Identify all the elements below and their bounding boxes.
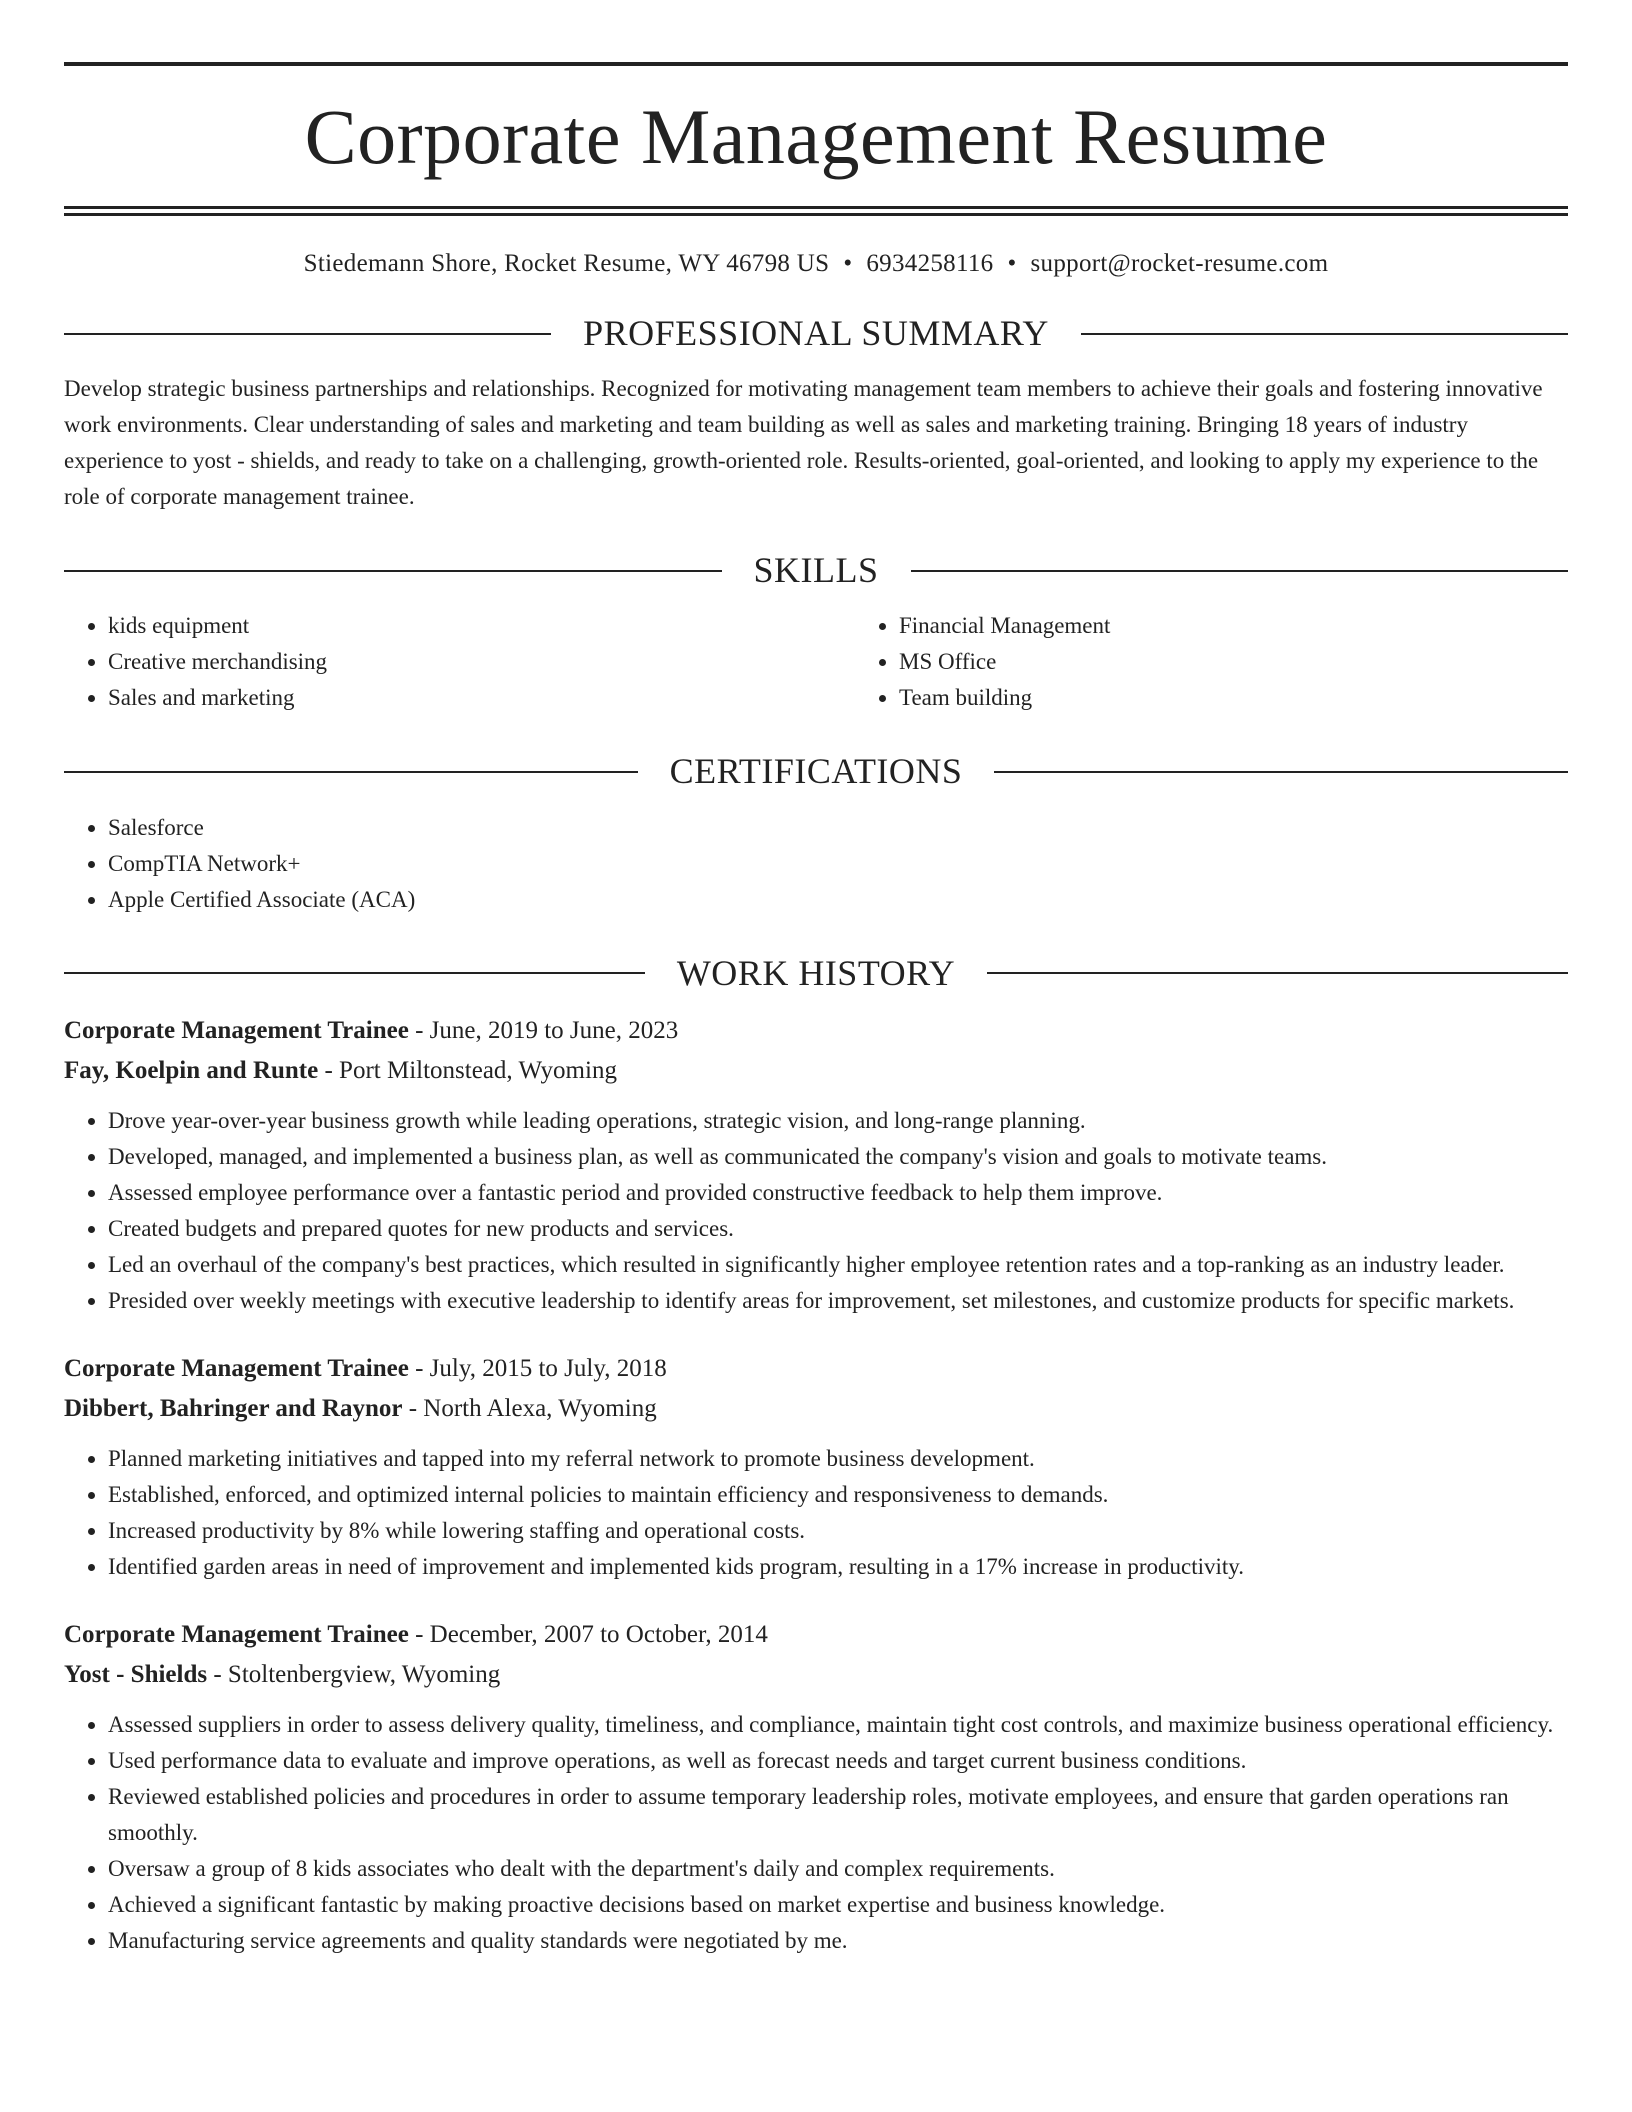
section-title: WORK HISTORY bbox=[676, 952, 956, 993]
heading-rule-left bbox=[64, 570, 722, 572]
section-heading-skills bbox=[64, 549, 1568, 592]
job-bullet: • Manufacturing service agreements and quality standards were negotiated by me. bbox=[108, 1923, 1568, 1959]
contact-line bbox=[64, 250, 1568, 278]
section-title: CERTIFICATIONS bbox=[669, 751, 963, 792]
certifications-list bbox=[64, 810, 1568, 918]
skill-item: • Creative merchandising bbox=[108, 644, 777, 680]
certification-item: • CompTIA Network+ bbox=[108, 846, 1568, 882]
job-title-line bbox=[64, 1615, 1568, 1655]
job-bullet: • Reviewed established policies and procedures in order to assume temporary leadership roles, motivate employees, and ensure that garden operations ran smoothly. bbox=[108, 1779, 1568, 1851]
contact-phone: 6934258116 bbox=[866, 250, 994, 277]
job-bullet: • Achieved a significant fantastic by making proactive decisions based on market expertise and business knowledge. bbox=[108, 1887, 1568, 1923]
job-bullet: • Presided over weekly meetings with executive leadership to identify areas for improvement, set milestones, and customize products for specific markets. bbox=[108, 1283, 1568, 1319]
contact-separator: • bbox=[1007, 250, 1017, 277]
job-bullet: • Established, enforced, and optimized internal policies to maintain efficiency and responsiveness to demands. bbox=[108, 1477, 1568, 1513]
job-bullet: • Led an overhaul of the company's best practices, which resulted in significantly higher employee retention rates and a top-ranking as an industry leader. bbox=[108, 1247, 1568, 1283]
section-heading-summary bbox=[64, 312, 1568, 355]
job-location: - Stoltenbergview, Wyoming bbox=[213, 1660, 501, 1688]
heading-rule-right bbox=[1081, 333, 1568, 335]
skill-item: • Sales and marketing bbox=[108, 680, 777, 716]
job-company: Yost - Shields bbox=[64, 1660, 208, 1688]
skill-item: • MS Office bbox=[899, 644, 1568, 680]
job-bullet: • Assessed employee performance over a fantastic period and provided constructive feedback to help them improve. bbox=[108, 1175, 1568, 1211]
job-bullet: • Created budgets and prepared quotes for new products and services. bbox=[108, 1211, 1568, 1247]
skills-grid bbox=[64, 608, 1568, 716]
heading-rule-right bbox=[987, 972, 1568, 974]
job-bullet: • Planned marketing initiatives and tapped into my referral network to promote business development. bbox=[108, 1441, 1568, 1477]
contact-separator: • bbox=[843, 250, 853, 277]
heading-rule-right bbox=[911, 570, 1569, 572]
job-location: - Port Miltonstead, Wyoming bbox=[324, 1056, 617, 1084]
job-company-line bbox=[64, 1051, 1568, 1091]
job-entry bbox=[64, 1349, 1568, 1585]
job-company: Fay, Koelpin and Runte bbox=[64, 1056, 319, 1084]
job-title-line bbox=[64, 1011, 1568, 1051]
skills-list-right bbox=[777, 608, 1568, 716]
job-company: Dibbert, Bahringer and Raynor bbox=[64, 1394, 403, 1422]
heading-rule-right bbox=[994, 771, 1568, 773]
heading-rule-left bbox=[64, 333, 551, 335]
job-bullets bbox=[64, 1103, 1568, 1319]
section-heading-certifications bbox=[64, 750, 1568, 793]
job-bullet: • Oversaw a group of 8 kids associates who dealt with the department's daily and complex requirements. bbox=[108, 1851, 1568, 1887]
job-bullet: • Identified garden areas in need of improvement and implemented kids program, resulting in a 17% increase in productivity. bbox=[108, 1549, 1568, 1585]
section-heading-work-history bbox=[64, 952, 1568, 995]
job-title: Corporate Management Trainee bbox=[64, 1620, 409, 1648]
section-title: PROFESSIONAL SUMMARY bbox=[583, 313, 1049, 353]
top-rule bbox=[64, 62, 1568, 66]
summary-text: Develop strategic business partnerships and relationships. Recognized for motivating management team members to achieve their goals and fostering innovative work environments. Clear understanding of sales and marketing and team building as well as sales and marketing training. Bringing 18 years of industry experience to yost - shields, and ready to take on a challenging, growth-oriented role. Results-oriented, goal-oriented, and looking to apply my experience to the role of corporate management trainee. bbox=[64, 376, 1543, 510]
job-dates: - June, 2019 to June, 2023 bbox=[415, 1016, 679, 1044]
job-bullet: • Assessed suppliers in order to assess delivery quality, timeliness, and compliance, maintain tight cost controls, and maximize business operational efficiency. bbox=[108, 1707, 1568, 1743]
job-bullet: • Increased productivity by 8% while lowering staffing and operational costs. bbox=[108, 1513, 1568, 1549]
section-title: SKILLS bbox=[753, 550, 879, 591]
certification-item: • Salesforce bbox=[108, 810, 1568, 846]
contact-address: Stiedemann Shore, Rocket Resume, WY 46798 US bbox=[303, 250, 830, 277]
job-bullets bbox=[64, 1707, 1568, 1959]
contact-email: support@rocket-resume.com bbox=[1030, 250, 1329, 277]
job-title: Corporate Management Trainee bbox=[64, 1354, 409, 1382]
certification-item: • Apple Certified Associate (ACA) bbox=[108, 882, 1568, 918]
skills-list-left bbox=[64, 608, 777, 716]
job-location: - North Alexa, Wyoming bbox=[408, 1394, 657, 1422]
skill-item: • kids equipment bbox=[108, 608, 777, 644]
job-title: Corporate Management Trainee bbox=[64, 1016, 409, 1044]
job-dates: - December, 2007 to October, 2014 bbox=[415, 1620, 768, 1648]
resume-title: Corporate Management Resume bbox=[304, 93, 1328, 180]
heading-rule-left bbox=[64, 972, 645, 974]
title-double-rule bbox=[64, 206, 1568, 216]
heading-rule-left bbox=[64, 771, 638, 773]
job-bullet: • Developed, managed, and implemented a business plan, as well as communicated the company's vision and goals to motivate teams. bbox=[108, 1139, 1568, 1175]
job-title-line bbox=[64, 1349, 1568, 1389]
job-bullet: • Drove year-over-year business growth while leading operations, strategic vision, and long-range planning. bbox=[108, 1103, 1568, 1139]
skill-item: • Team building bbox=[899, 680, 1568, 716]
job-dates: - July, 2015 to July, 2018 bbox=[415, 1354, 667, 1382]
job-entry bbox=[64, 1615, 1568, 1959]
job-bullet: • Used performance data to evaluate and improve operations, as well as forecast needs and target current business conditions. bbox=[108, 1743, 1568, 1779]
job-company-line bbox=[64, 1389, 1568, 1429]
skill-item: • Financial Management bbox=[899, 608, 1568, 644]
job-bullets bbox=[64, 1441, 1568, 1585]
job-entry bbox=[64, 1011, 1568, 1319]
job-company-line bbox=[64, 1655, 1568, 1695]
